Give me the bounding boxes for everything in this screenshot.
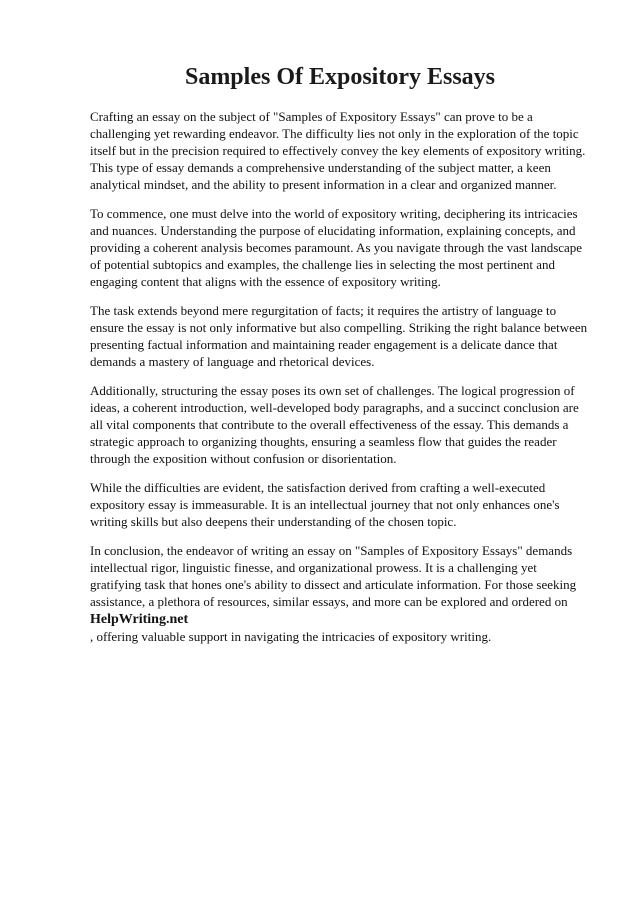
paragraph-4: Additionally, structuring the essay poses its own set of challenges. The logical progression of ideas, a coherent introduction, well-developed body paragraphs, and a succinct conclusion are all vital components that contribute to the overall effectiveness of the essay. This demands a strategic approach to organizing thoughts, ensuring a seamless flow that guides the reader through the exposition without confusion or disorientation. [90, 383, 579, 466]
paragraph-6-text-after-link: , offering valuable support in navigating the intricacies of expository writing. [90, 629, 492, 644]
paragraph-5: While the difficulties are evident, the satisfaction derived from crafting a well-executed expository essay is immeasurable. It is an intellectual journey that not only enhances one's writing skills but also deepens their understanding of the chosen topic. [90, 480, 560, 529]
helpwriting-link[interactable]: HelpWriting.net [90, 612, 189, 627]
paragraph-3: The task extends beyond mere regurgitation of facts; it requires the artistry of language to ensure the essay is not only informative but also compelling. Striking the right balance between presenting factual information and maintaining reader engagement is a delicate dance that demands a mastery of language and rhetorical devices. [90, 303, 588, 369]
paragraph-6-text-before-link: In conclusion, the endeavor of writing an essay on "Samples of Expository Essays" demands intellectual rigor, linguistic finesse, and organizational prowess. It is a challenging yet gratifying task that hones one's ability to dissect and articulate information. For those seeking assistance, a plethora of resources, similar essays, and more can be explored and ordered on [90, 543, 577, 609]
paragraph-2: To commence, one must delve into the world of expository writing, deciphering its intricacies and nuances. Understanding the purpose of elucidating information, explaining concepts, and providing a coherent analysis becomes paramount. As you navigate through the vast landscape of potential subtopics and examples, the challenge lies in selecting the most pertinent and engaging content that aligns with the essence of expository writing. [90, 206, 583, 289]
paragraph-1: Crafting an essay on the subject of "Samples of Expository Essays" can prove to be a challenging yet rewarding endeavor. The difficulty lies not only in the exploration of the topic itself but in the precision required to effectively convey the key elements of expository writing. This type of essay demands a comprehensive understanding of the subject matter, a keen analytical mindset, and the ability to present information in a clear and organized manner. [90, 109, 586, 192]
paragraph-6 [90, 542, 590, 645]
page-title: Samples Of Expository Essays [184, 64, 496, 90]
